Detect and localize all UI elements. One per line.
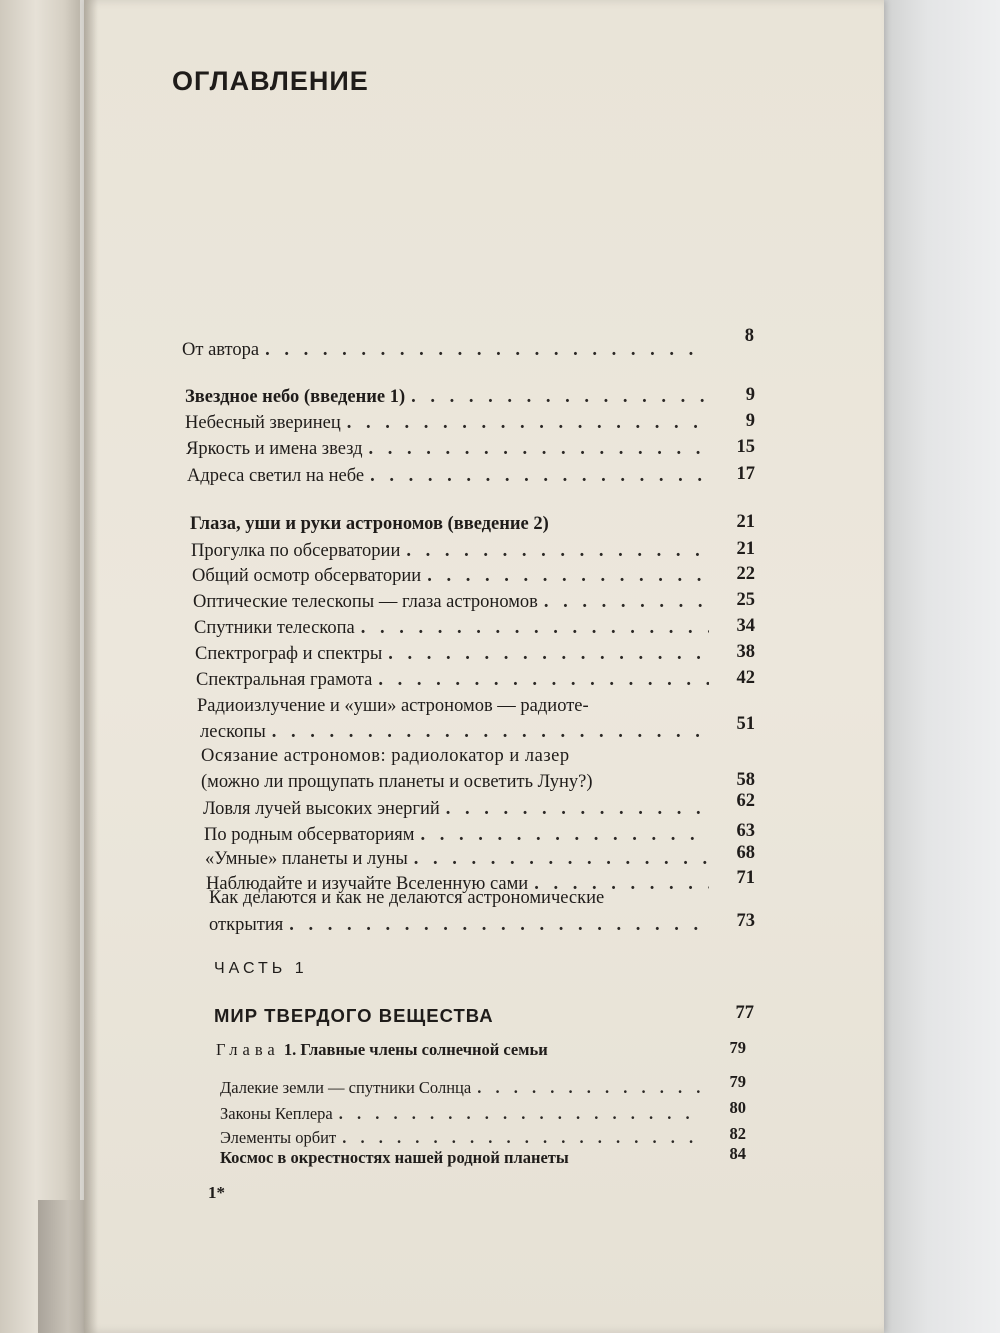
toc-entry — [186, 439, 755, 467]
toc-entry — [209, 911, 755, 943]
toc-entry-title: Наблюдайте и изучайте Вселенную сами — [206, 874, 529, 894]
leader-dots — [406, 541, 709, 562]
leader-dots — [446, 799, 709, 820]
toc-entry-page: 80 — [729, 1098, 746, 1117]
toc-entry-title: Спектральная грамота — [196, 670, 373, 690]
toc-section-entry — [190, 514, 755, 542]
toc-entry-title: Общий осмотр обсерватории — [192, 566, 422, 586]
toc-entry-title: Оптические телескопы — глаза астрономов — [193, 592, 538, 612]
toc-entry — [201, 772, 755, 800]
leader-dots — [342, 1128, 700, 1148]
leader-dots — [361, 618, 709, 639]
toc-entry-page: 25 — [736, 590, 755, 610]
toc-chapter-entry — [216, 1040, 746, 1068]
toc-entry — [220, 1144, 746, 1176]
leader-dots — [544, 592, 709, 613]
toc-entry — [192, 566, 755, 594]
toc-entry-line: Как делаются и как не делаются астрономические — [209, 888, 605, 908]
leader-dots — [369, 439, 709, 460]
toc-entry-title: Глаза, уши и руки астрономов (введение 2) — [190, 514, 549, 534]
leader-dots — [427, 566, 709, 587]
toc-entry — [191, 541, 755, 569]
toc-entry — [195, 644, 755, 672]
leader-dots — [477, 1078, 700, 1098]
toc-entry-title: лескопы — [200, 722, 266, 742]
toc-entry-title: Небесный зверинец — [185, 413, 341, 433]
toc-entry-page: 51 — [736, 714, 755, 734]
page-heading: ОГЛАВЛЕНИЕ — [172, 66, 369, 96]
toc-entry — [220, 1072, 746, 1106]
signature-mark: 1* — [208, 1183, 225, 1202]
toc-entry-page: 63 — [736, 821, 755, 841]
toc-entry-title: Звездное небо (введение 1) — [185, 387, 406, 407]
toc-entry-page: 34 — [736, 616, 755, 636]
toc-entry-title: открытия — [209, 915, 284, 935]
toc-entry-page: 17 — [736, 464, 755, 484]
toc-entry-title: По родным обсерваториям — [204, 825, 415, 845]
toc-entry — [194, 618, 755, 646]
toc-entry — [203, 791, 755, 827]
toc-entry-page: 84 — [729, 1144, 746, 1163]
leader-dots — [388, 644, 709, 665]
toc-entry — [182, 326, 754, 368]
leader-dots — [421, 825, 709, 846]
leader-dots — [411, 387, 709, 408]
toc-part-entry — [214, 1005, 754, 1033]
toc-entry-title: Спутники телескопа — [194, 618, 355, 638]
toc-entry-page: 22 — [736, 564, 755, 584]
toc-entry-title: Космос в окрестностях нашей родной планеты — [220, 1148, 569, 1167]
toc-entry-title: От автора — [182, 340, 260, 360]
toc-entry-line: Радиоизлучение и «уши» астрономов — радиоте- — [197, 696, 589, 716]
toc-entry — [185, 413, 755, 441]
toc-entry-title: Далекие земли — спутники Солнца — [220, 1078, 472, 1097]
leader-dots — [370, 466, 709, 487]
toc-entry-title: Спектрограф и спектры — [195, 644, 383, 664]
toc-entry-title — [216, 1040, 548, 1060]
toc-entry-title: «Умные» планеты и луны — [205, 849, 408, 869]
leader-dots — [265, 340, 708, 361]
toc-entry-page: 79 — [729, 1072, 746, 1091]
toc-entry-title: Ловля лучей высоких энергий — [203, 799, 440, 819]
leader-dots — [347, 413, 709, 434]
toc-section-entry — [185, 387, 755, 415]
leader-dots — [414, 849, 709, 870]
leader-dots — [378, 670, 709, 691]
chapter-title: 1. Главные члены солнечной семьи — [283, 1040, 548, 1059]
toc-entry-title: МИР ТВЕРДОГО ВЕЩЕСТВА — [214, 1005, 494, 1026]
toc-entry-page: 73 — [736, 911, 755, 931]
toc-entry-title: Адреса светил на небе — [187, 466, 365, 486]
toc-entry — [193, 592, 755, 620]
toc-entry-page: 9 — [745, 385, 755, 405]
toc-entry — [196, 670, 755, 698]
toc-entry-page: 71 — [736, 868, 755, 888]
toc-entry-page: 42 — [736, 668, 755, 688]
toc-entry-page: 21 — [736, 539, 755, 559]
toc-entry-page: 21 — [736, 512, 755, 532]
toc-entry-page: 68 — [736, 843, 755, 863]
leader-dots — [272, 722, 709, 743]
part-label: ЧАСТЬ 1 — [214, 960, 308, 977]
toc-entry-title: Прогулка по обсерватории — [191, 541, 401, 561]
chapter-prefix: Глава — [216, 1040, 280, 1059]
toc-entry-page: 82 — [729, 1124, 746, 1143]
toc-entry-page: 9 — [745, 411, 755, 431]
toc-entry-title: Элементы орбит — [220, 1128, 337, 1147]
toc-entry-title: Законы Кеплера — [220, 1104, 333, 1123]
toc-entry-page: 79 — [729, 1038, 746, 1057]
leader-dots — [339, 1104, 700, 1124]
toc-entry-page: 15 — [736, 437, 755, 457]
leader-dots — [289, 915, 709, 936]
toc-entry — [187, 466, 755, 494]
toc-entry-title: Яркость и имена звезд — [186, 439, 363, 459]
toc-entry — [205, 843, 755, 877]
toc-entry-page: 77 — [735, 1003, 754, 1023]
toc-entry-page: 38 — [736, 642, 755, 662]
toc-entry-page: 62 — [736, 791, 755, 811]
toc-entry-line: Осязание астрономов: радиолокатор и лазер — [201, 746, 570, 766]
toc-entry-page: 8 — [744, 326, 754, 346]
toc-entry-page: 58 — [736, 770, 755, 790]
toc-entry-title: (можно ли прощупать планеты и осветить Луну?) — [201, 772, 593, 792]
